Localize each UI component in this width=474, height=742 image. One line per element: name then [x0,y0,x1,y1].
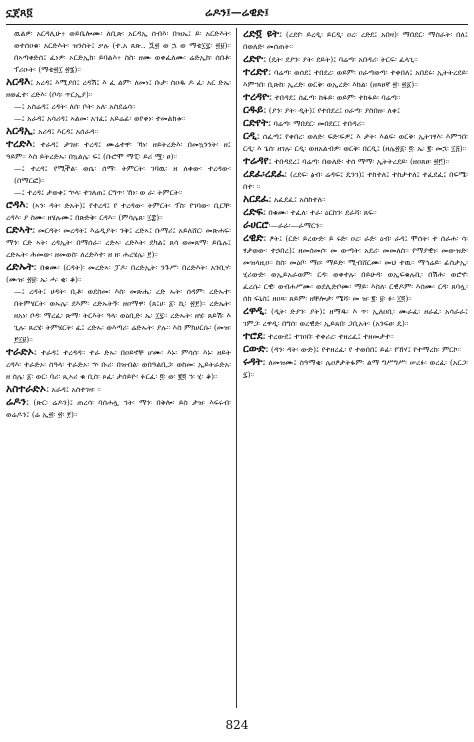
dictionary-entry [6,76,231,101]
entry-headword: አርደፈ [243,193,269,205]
entry-definition: ፤ ተራዳ፤ ታገዘ፡ ተረዳ፤ ሙሬተዋ፡ ኻነ፡ ዘይትረድእ፡ በመኳንንት፡ ዘ፤ ዓይም። እስ ይትረድኡ፡ በኳልሌ፡ ፍ፤ (ቡሮሞ ማፒ፡ ይሪ ሟ፡ ፀ)። [6,140,231,161]
entry-definition: —፤ ተረዳ፤ የሚችል፡ ወሴ፡ ሰማ፡ ትምርት፡ ገባዉ፡ ዘ ለቀው፡ ተረዳው፡ (በማርፎ)። [14,164,231,185]
dictionary-entry [243,104,468,117]
entry-headword: አስተራድኦ [6,383,46,395]
dictionary-entry [6,224,231,261]
entry-headword: ሮዳእ [6,199,26,211]
entry-headword: አርዳእ [6,76,31,88]
entry-definition: ፤ ተረውደ፤ ተገዐበ፡ ተቀሪረ፡ ተዘረፈ፤ ተዘመታተ። [262,332,394,341]
dictionary-entry [6,28,231,76]
entry-definition: ፤ ሰፈጣ፤ የቀበረ፡ ወለድ፡ ፍድ፡ፍዎ፤ እ ታት፡ እልፍ፡ ወርቅ፡ ኢትገፃእ፡ እምኀበ፡ ርዲ፡ እ ጌስ፡ ዘገሉ፡ ርዲ፡ ወዘአልብዎ፡ ወርቅ፡ በርዲ፤ (ዘሌ፳፩፡ ፬፡ ኤ፡ ፪፡ መኋ፡ ፲፭)። [243,132,468,153]
entry-headword: ተረድየ [243,66,269,78]
entry-headword: ርድየት [243,117,269,129]
entry-headword: ርዲ [243,130,257,142]
entry-headword: ረድፍ [243,206,263,218]
entry-definition: ፡—ራራ፡—ራማርን። [268,221,323,230]
entry-headword: ሩዳት [243,356,263,368]
entry-definition: ፤ አሪዳ፤ እርዳ፤ አሰራዳ። [32,127,99,136]
page-header [6,4,468,25]
dictionary-entry [6,261,231,286]
entry-definition: ፤ (ረደፍ፡ ፅብ፡ ሬዳፍ፤ ዴንገ)፤ ተከተለ፤ ተከታተለ፤ ተፈደፈ፤ በፍሜ፡ በተ፡ ። [243,170,468,191]
entry-headword: ረድ፬ ዩት [243,28,279,40]
entry-definition: ፤ አፈደፈ፤ አስከተለ። [268,195,326,204]
entry-headword: ተረድእ [6,138,33,150]
dictionary-entry [6,138,231,163]
dictionary-entry [6,199,231,224]
dictionary-entry [243,130,468,155]
entry-headword: ረድዮ [243,53,264,65]
entry-headword: ተሬዳየ [243,155,269,167]
dictionary-entry [243,66,468,91]
dictionary-entry [243,155,468,168]
column-divider [236,28,237,708]
dictionary-entry [243,356,468,381]
dictionary-entry [6,396,231,421]
entry-definition: ፤ (ኣን፡ ዳት፡ ድአት)፤ የተረዳ፤ የ ተረዳው፡ ትምርት፡ ፕስ፡ የገባው፡ ቢርቸ፡ ረዳእ፡ ያ ስሙ፡ ዘሄሉሙ፤ በጽድቅ፡ ርዳእ። (ምሳሌጸ፡ ፲፰)። [6,201,231,222]
entry-definition: —፤ ረዳት፤ ሀዳት፡ ቢቶ፡ ወደስመ፡ እስ፡ መጽሔ፡ ረድ ኡት፡ ሰዳም፡ ረድኡተ፡ በትምሄርት፡ ወኡሌ፡ ደእም፡ ረድኡትኝ፡ ዘዐማዋ፡ (ጸ፤ሀ፡ ፩፡ ኪ፡ ፳፻)። ረድኤት፡ ዘአነ፡ ቦዳ፡ ማረፈ፡ ጽማ፡ ትርእት፡ ዓላ፡ ወዕቢድ፡ ኤ፡ ፲፯። ረድኡት፡ ዘሄ፡ ጸይሽ፡ እ ጊሉ፡ ጸረሄ፡ ትምሄርት፡ ፈ፤ ረድኡ፡ ወእጣሪ፡ ሬድኡት፡ ያሉ። እስ ምክሀርሱ፡ (መዝ፡ ፻፲፱)። [14,287,231,344]
entry-definition: —፤ አስሬዳ፤ ረዳት፡ ለሰ፡ ቦት፡ አለ፡ አስደሬሳ። [14,102,136,111]
dictionary-entry [6,383,231,396]
entry-headword: ርድኣት [6,224,33,236]
entry-definition: ፤ (ረደየ፡ ይረዲ፡ ይርዲ፡ ዐረ፡ ረድደ፤ አበዛ)፡ ማበደር፡ ማሰራት፡ በለ፤ በወለድ፡ መሰጠት። [243,30,468,51]
entry-definition: ፤ (ዳን፡ ዳት፡ ውድ)፤ የተዘረፈ፡ የ ተወበበ፤ ይፊ፡ የኸሃ፤ የተማረከ፡ ምርኮ። [265,345,462,354]
entry-headword: ራሀርሮ [243,219,269,231]
dictionary-entry [6,286,231,346]
dictionary-entry [6,163,231,187]
entry-definition: ዉልዎ፡ አርዳሊሁ፥ ወይቤሎሙ፡ ለቢጽ፡ አርዳኢ ሰብእ፡ በዝኤ፤ ይ፡ አርድእት፡ ወተሰዐቁ፡ አርድእት፡ ዝንስት፤ ቃሉ (ተ.አ ጸጽ.. ጟ፳ ወ ኋ ወ ማቴ፲፯፡ ፳፱)። በኣጣቀድሰ፤ ፈነዎ፡ ኦርድኢክ፡ ይባልእ፥ ስስ፡ ዘሙ ወቀፈለሙ፡ ሬድኢክ፡ ሰበቶ፡ ፕሪዑት፡ (ማቴ፳፲ ፳፮)። [14,29,231,74]
entry-definition: ፤ መርዳት፡ መረዳት፤ እሬዲያት፡ ንቅ፤ ረድኣ፤ ቡማሪ፤ አይለሸር፡ መጽሐፍ፡ ማን፡ ርድ ኣት፡ ረዳኢት፡ በማሰራ። ረድኣ፡ ረድእት፡ ደካል፤ ጸሳ ወመጸማ፡ ይቤሉ፤ ረድኡት፡ ሕመው፡ ዘመወስ፡ ለረድእተ፡ ዘ ዘ፡ ሐረሄሌ፡ ፻)። [6,226,231,259]
entry-headword: ረድኡት [6,261,34,273]
dictionary-entry [243,193,468,206]
entry-definition: ፤ (ያን፡ ያት፡ ዲት)፤ የተበደረ፤ ዐራጣ፡ ያስበዙ፡ ለቀ፤ [263,106,401,115]
dictionary-entry [243,330,468,343]
dictionary-entry [243,168,468,193]
page-number: 824 [225,718,249,732]
entry-headword: አርዳኢ [6,125,33,137]
entry-headword: ርውድ [243,343,266,355]
entry-headword: ርዱይ [243,104,264,116]
dictionary-entry [243,91,468,104]
dictionary-entry [243,28,468,53]
running-head: ሬዶን፤—ሬዊድ፤ [205,6,269,19]
entry-headword: ረዋዲ [243,305,265,317]
dictionary-entry [243,53,468,66]
entry-definition: ፤ ባሬጣ፡ ማበደር፡ መበደር፤ ተበዳሪ። [268,119,365,128]
entry-definition: ፤ ተራዳ፤ ተረዳዳ። ተራ ድኡ፡ በዐይኖቸ ሆሙ፡ እኑ፡ ምሳሰ፡ እኑ፡ ዘይት ረዳእ፡ ተራድኦ፡ ስዓላ፡ ተራድኦ፡ ኍ ቡሪ፡ በዝብል፡ ወበዓልቢጋ፡ ወከመ፡ ኢይትራድአ፡ ዘ ስሌ፡ ፩፡ ወር፡ ባሪ፡ ጲኣሪ ቁ ቢስ፡ ጶፈ፡ ታሰይዮ፡ ፉርፈ፡ ፬፡ ወ፡ ፪፬ ኅ፡ ሂ፡ ቆ)። [6,348,231,381]
dictionary-entry [243,343,468,356]
dictionary-entry [243,219,468,232]
dictionary-entry [243,206,468,219]
entry-headword: ተረዳዮ [243,91,270,103]
entry-definition: ፤ አረዳ፤ እሚያበ፤ ረዳሽ፤ እ ፈ ልም፡ ለመነ፤ ቡታ፡ ስዐዱ ዶ ፈ፡ አር ድኤ፡ ዘወፈተ፡ ረድእ፡ (ቦሳ፡ ጥርኢያ)። [6,78,231,99]
entry-definition: ፤ ተበዳደረ፤ ባሬጣ፡ በወለድ፡ ተሰ ማማ፡ ኢትትረደይ፡ (ዘዐጸፀ፡ ፳፫)። [268,157,450,166]
dictionary-entry [6,346,231,383]
header-left-label: ኗጀጸ፬ [6,6,33,19]
right-column [243,28,468,708]
left-column [6,28,231,708]
entry-definition: —፤ አራዳ፤ አሳሪዳ፤ ኣልመ፡ አገፈ፤ አይሬፊ፡ ወየቀነ፡ ተመልክቱ። [14,114,186,123]
entry-headword: ሬዶን [6,396,27,408]
entry-definition: ፤ ባሬጣ፡ ወሰደ፤ ተበደረ፡ ወይም፡ ዐራጣወጣ፡ ተቀበለ፤ አበደሩ፡ ኢትትረደይ፡ እምኀበ፡ ቢጽከ፡ ኢረድ፡ ወርቅ፡ ወኢረድ፡ እክል፡ (ዘጻፀኛ ፳፡ ፳፩)። [243,68,468,89]
entry-headword: ተራድኦ [6,346,34,358]
entry-definition: —፤ ተረዳ፤ ታወቀ፤ ኍላ፡ ተገለጠ፤ ርግጥ፡ ኸነ፡ ወ ራ፡ ትምርት። [14,188,183,197]
entry-definition: ፤ (ዴት፡ ደያን፡ ያት፡ ደይት)፤ ባሬጣ፡ አበዳሪ፡ ትርፍ፡ ፈላጊ። [263,55,418,64]
entry-definition: ፤ ለመዝሙ፤ ስዓማቂ፡ ሌዐፆታትፋም፡ ልማ ግሥግሥ፡ ሠረፉ፡ ወረፈ፡ (አርጋ፡ ፯)። [243,358,468,379]
entry-headword: ተሮደ [243,330,263,342]
dictionary-entry [6,113,231,125]
entry-definition: ፤ አራዳ፤ አስተገዛ፡ ። [45,385,101,394]
dictionary-entry [243,232,468,305]
entry-definition: ፤ (ጽር፡ ሬዶን)፤ ጠረሳ፡ ባሰሐሏ ኅት፡ ማን፡ በቅሎ፡ ይስ ታዝ፡ እፍሩብ፡ ወሬዶን፤ (ሬ ኢ፳፡ ፳፡ ፻)። [6,398,231,419]
entry-definition: ፤ በቁሙ፡ (ርዳት)፡ መረድኣ፡ ፓዶ፡ በረድኢት፡ ንጉሥ፡ በረድእት፡ አንቢሃ፡ (ሙዝ፡ ፳፱፡ ኤ፡ ሓ፡ ቂ፡ ቆ)። [6,263,231,284]
entry-headword: ረዊድ [243,232,264,244]
entry-definition: ፤ ተበዳደ፤ ሰፈጣ፡ ከፋይ፡ ወይም፡ ተከፋይ፡ ባሬጣ። [269,93,401,102]
dictionary-entry [6,101,231,113]
dictionary-entry [243,117,468,130]
dictionary-entry [6,187,231,199]
entry-headword: ረደፈ፡ረደፈ [243,168,285,180]
entry-definition: ፤ በቁሙ፡ ተፈለ፡ ተራ፡ ዕርከን፡ ደራሻ፡ ጸፍ። [262,208,377,217]
dictionary-entry [6,125,231,138]
dictionary-entry [243,305,468,330]
entry-definition: ፤ (ዲት፡ ድያን፡ ያት)፤ ዘማዱ፡ እ ጥ፡ ኢለዐቢ፡ ሙራፈ፡ ዘራፈ፡ አሳራራ፤ ገምጋ፡ ረዋዲ፡ በግሰ፡ ወረዊድ፡ ኢይጰበ፡ ጋቢአት፡ (አንፍፀ፡ ዴ)። [243,307,468,328]
entry-definition: ፤ ፆት፤ (ርድ፡ ይረውድ፡ ይ ሩድ፡ ዐረ፡ ራድ፡ ዕብ፡ ራዳ፤ ሞሰት፡ ተ ሰራሐ፡ ሳ፡ ፃታወው፡ ተኃበረ)፤ ዘመሰመሶ፡ መ ውጣት፡ አደሪ፡ መመለስ። የማያዊነ፡ መውዝድ፡ መዝላዚዐ። ከስ፡ መዕቦ፡ ማዐ፡ ማይድ፡ ሚብሸርሙ፡ መህ ተዉ። ማኅሬይ፡ ፊስታኢ፡ ሂሪውድ፡ ወኢይአራወም፡ ርዳ፡ ወቀተሉ፡ በይሁዳ፡ ወኢፍቁሉቢ፡ በሽሕ፡ ወሮኖ፡ ፈረሱ፡ ርዊ፡ ወብሐሥሙ፡ ወደሊድቦሙ፡ ማይ፡ እስለ፡ ርዊዶም፡ እስሙ፡ ርዳ፡ ጸባሏ፡ ሰከ ፍኒስ፤ ዘዐጻ፡ ጸይም፡ ዘቸሎታ፡ ሜሻ፡ መ ዝ፡ ፪፡ ፱፡ ፉ፡ ፲፬)። [243,234,468,303]
